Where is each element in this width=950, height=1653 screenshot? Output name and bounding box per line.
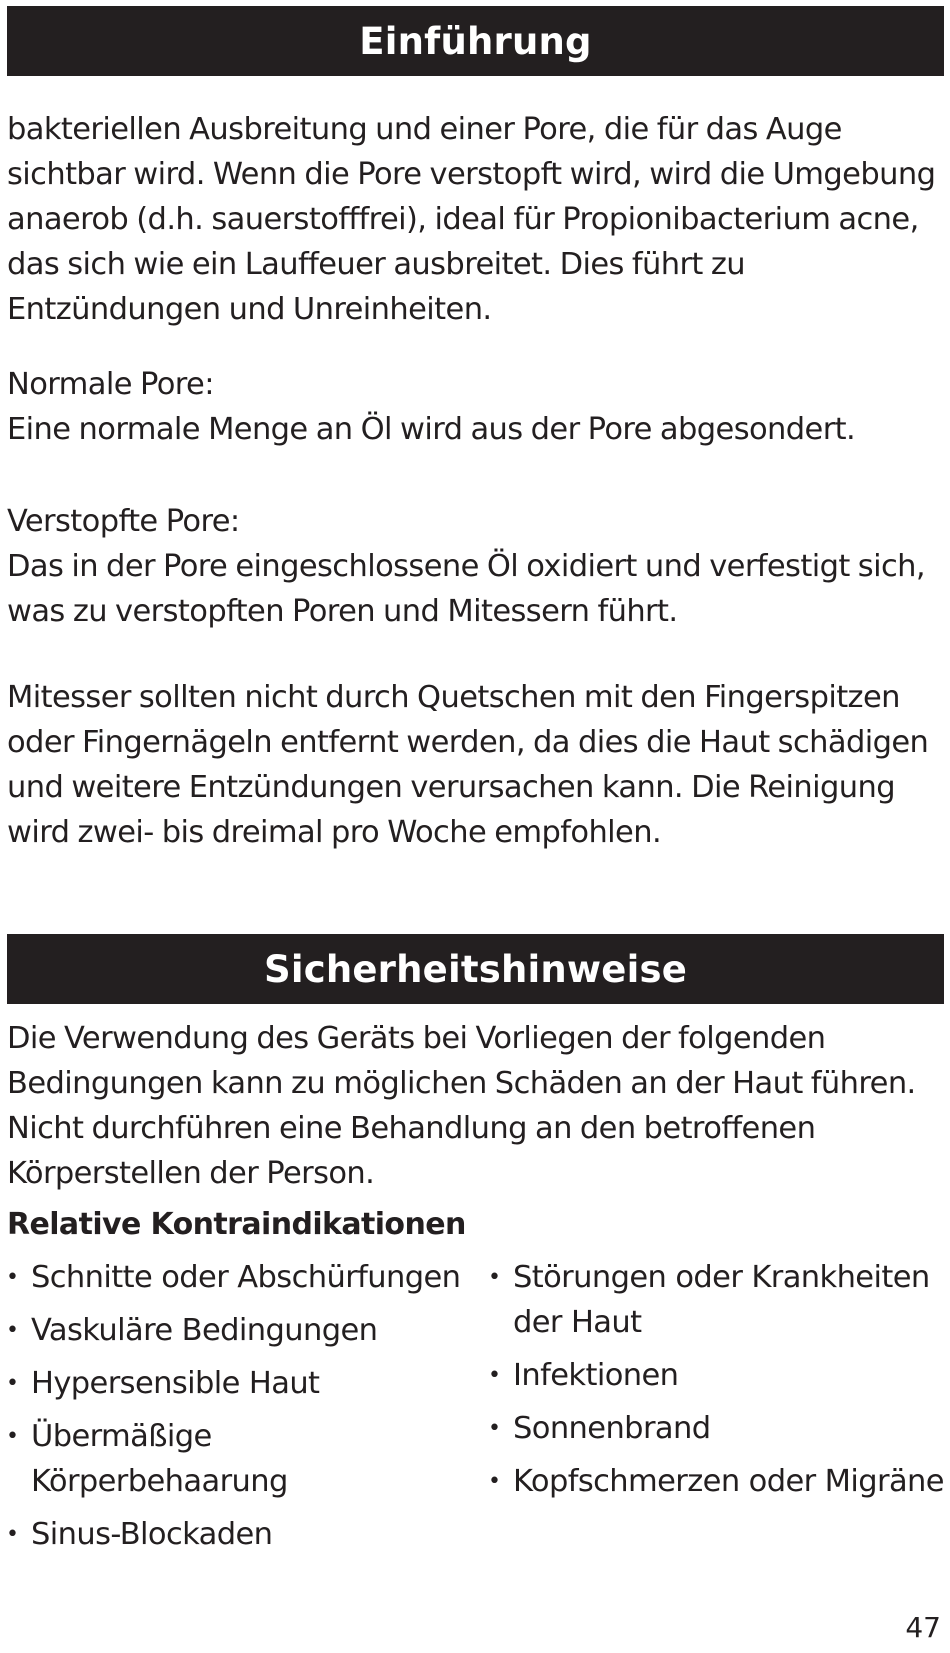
- list-item: [6, 1255, 476, 1300]
- list-item-text: Sinus-Blockaden: [31, 1517, 273, 1552]
- list-item-text: Übermäßige Körperbehaarung: [31, 1419, 288, 1499]
- page-number: 47: [905, 1611, 941, 1644]
- contraindications-list-left: [6, 1255, 476, 1565]
- clogged-pore-title: Verstopfte Pore:: [7, 504, 240, 539]
- list-item: [6, 1414, 476, 1504]
- list-item: [488, 1353, 948, 1398]
- bullet-icon: •: [6, 1424, 19, 1449]
- list-item-text: Hypersensible Haut: [31, 1366, 320, 1401]
- normal-pore-block: [7, 362, 937, 452]
- bullet-icon: •: [6, 1371, 19, 1396]
- intro-paragraph-1: bakteriellen Ausbreitung und einer Pore, die für das Auge sichtbar wird. Wenn die Pore verstopft wird, wird die Umgebung anaerob (d.h. sauerstofffrei), ideal für Propionibacterium acne, das sich wie ein Lauffeuer ausbreitet. Dies führt zu Entzündungen und Unreinheiten.: [7, 112, 936, 327]
- list-item-text: Schnitte oder Abschürfungen: [31, 1260, 461, 1295]
- list-item-text: Vaskuläre Bedingungen: [31, 1313, 378, 1348]
- section-heading-safety: [7, 934, 944, 1004]
- section-heading-intro-text: Einführung: [359, 19, 592, 63]
- intro-paragraph-4: Mitesser sollten nicht durch Quetschen mit den Fingerspitzen oder Fingernägeln entfernt werden, da dies die Haut schädigen und weitere Entzündungen verursachen kann. Die Reinigung wird zwei- bis dreimal pro Woche empfohlen.: [7, 680, 929, 850]
- list-item: [6, 1512, 476, 1557]
- bullet-icon: •: [488, 1363, 501, 1388]
- bullet-icon: •: [488, 1416, 501, 1441]
- contraindications-heading: Relative Kontraindikationen: [7, 1207, 466, 1242]
- normal-pore-text: Eine normale Menge an Öl wird aus der Pore abgesondert.: [7, 412, 856, 447]
- clogged-pore-text: Das in der Pore eingeschlossene Öl oxidiert und verfestigt sich, was zu verstopften Poren und Mitessern führt.: [7, 549, 925, 629]
- list-item: [488, 1406, 948, 1451]
- contraindications-list-right: [488, 1255, 948, 1512]
- bullet-icon: •: [488, 1469, 501, 1494]
- list-item: [488, 1255, 948, 1345]
- list-item-text: Kopfschmerzen oder Migräne: [513, 1464, 944, 1499]
- bullet-icon: •: [488, 1265, 501, 1290]
- safety-paragraph: Die Verwendung des Geräts bei Vorliegen der folgenden Bedingungen kann zu möglichen Schäden an der Haut führen. Nicht durchführen eine Behandlung an den betroffenen Körperstellen der Person.: [7, 1021, 916, 1191]
- section-heading-safety-text: Sicherheitshinweise: [263, 947, 687, 991]
- list-item-text: Störungen oder Krankheiten der Haut: [513, 1260, 930, 1340]
- bullet-icon: •: [6, 1522, 19, 1547]
- list-item-text: Infektionen: [513, 1358, 679, 1393]
- bullet-icon: •: [6, 1318, 19, 1343]
- list-item: [6, 1361, 476, 1406]
- list-item: [488, 1459, 948, 1504]
- bullet-icon: •: [6, 1265, 19, 1290]
- clogged-pore-block: [7, 499, 937, 634]
- list-item-text: Sonnenbrand: [513, 1411, 711, 1446]
- normal-pore-title: Normale Pore:: [7, 367, 214, 402]
- section-heading-intro: [7, 6, 944, 76]
- list-item: [6, 1308, 476, 1353]
